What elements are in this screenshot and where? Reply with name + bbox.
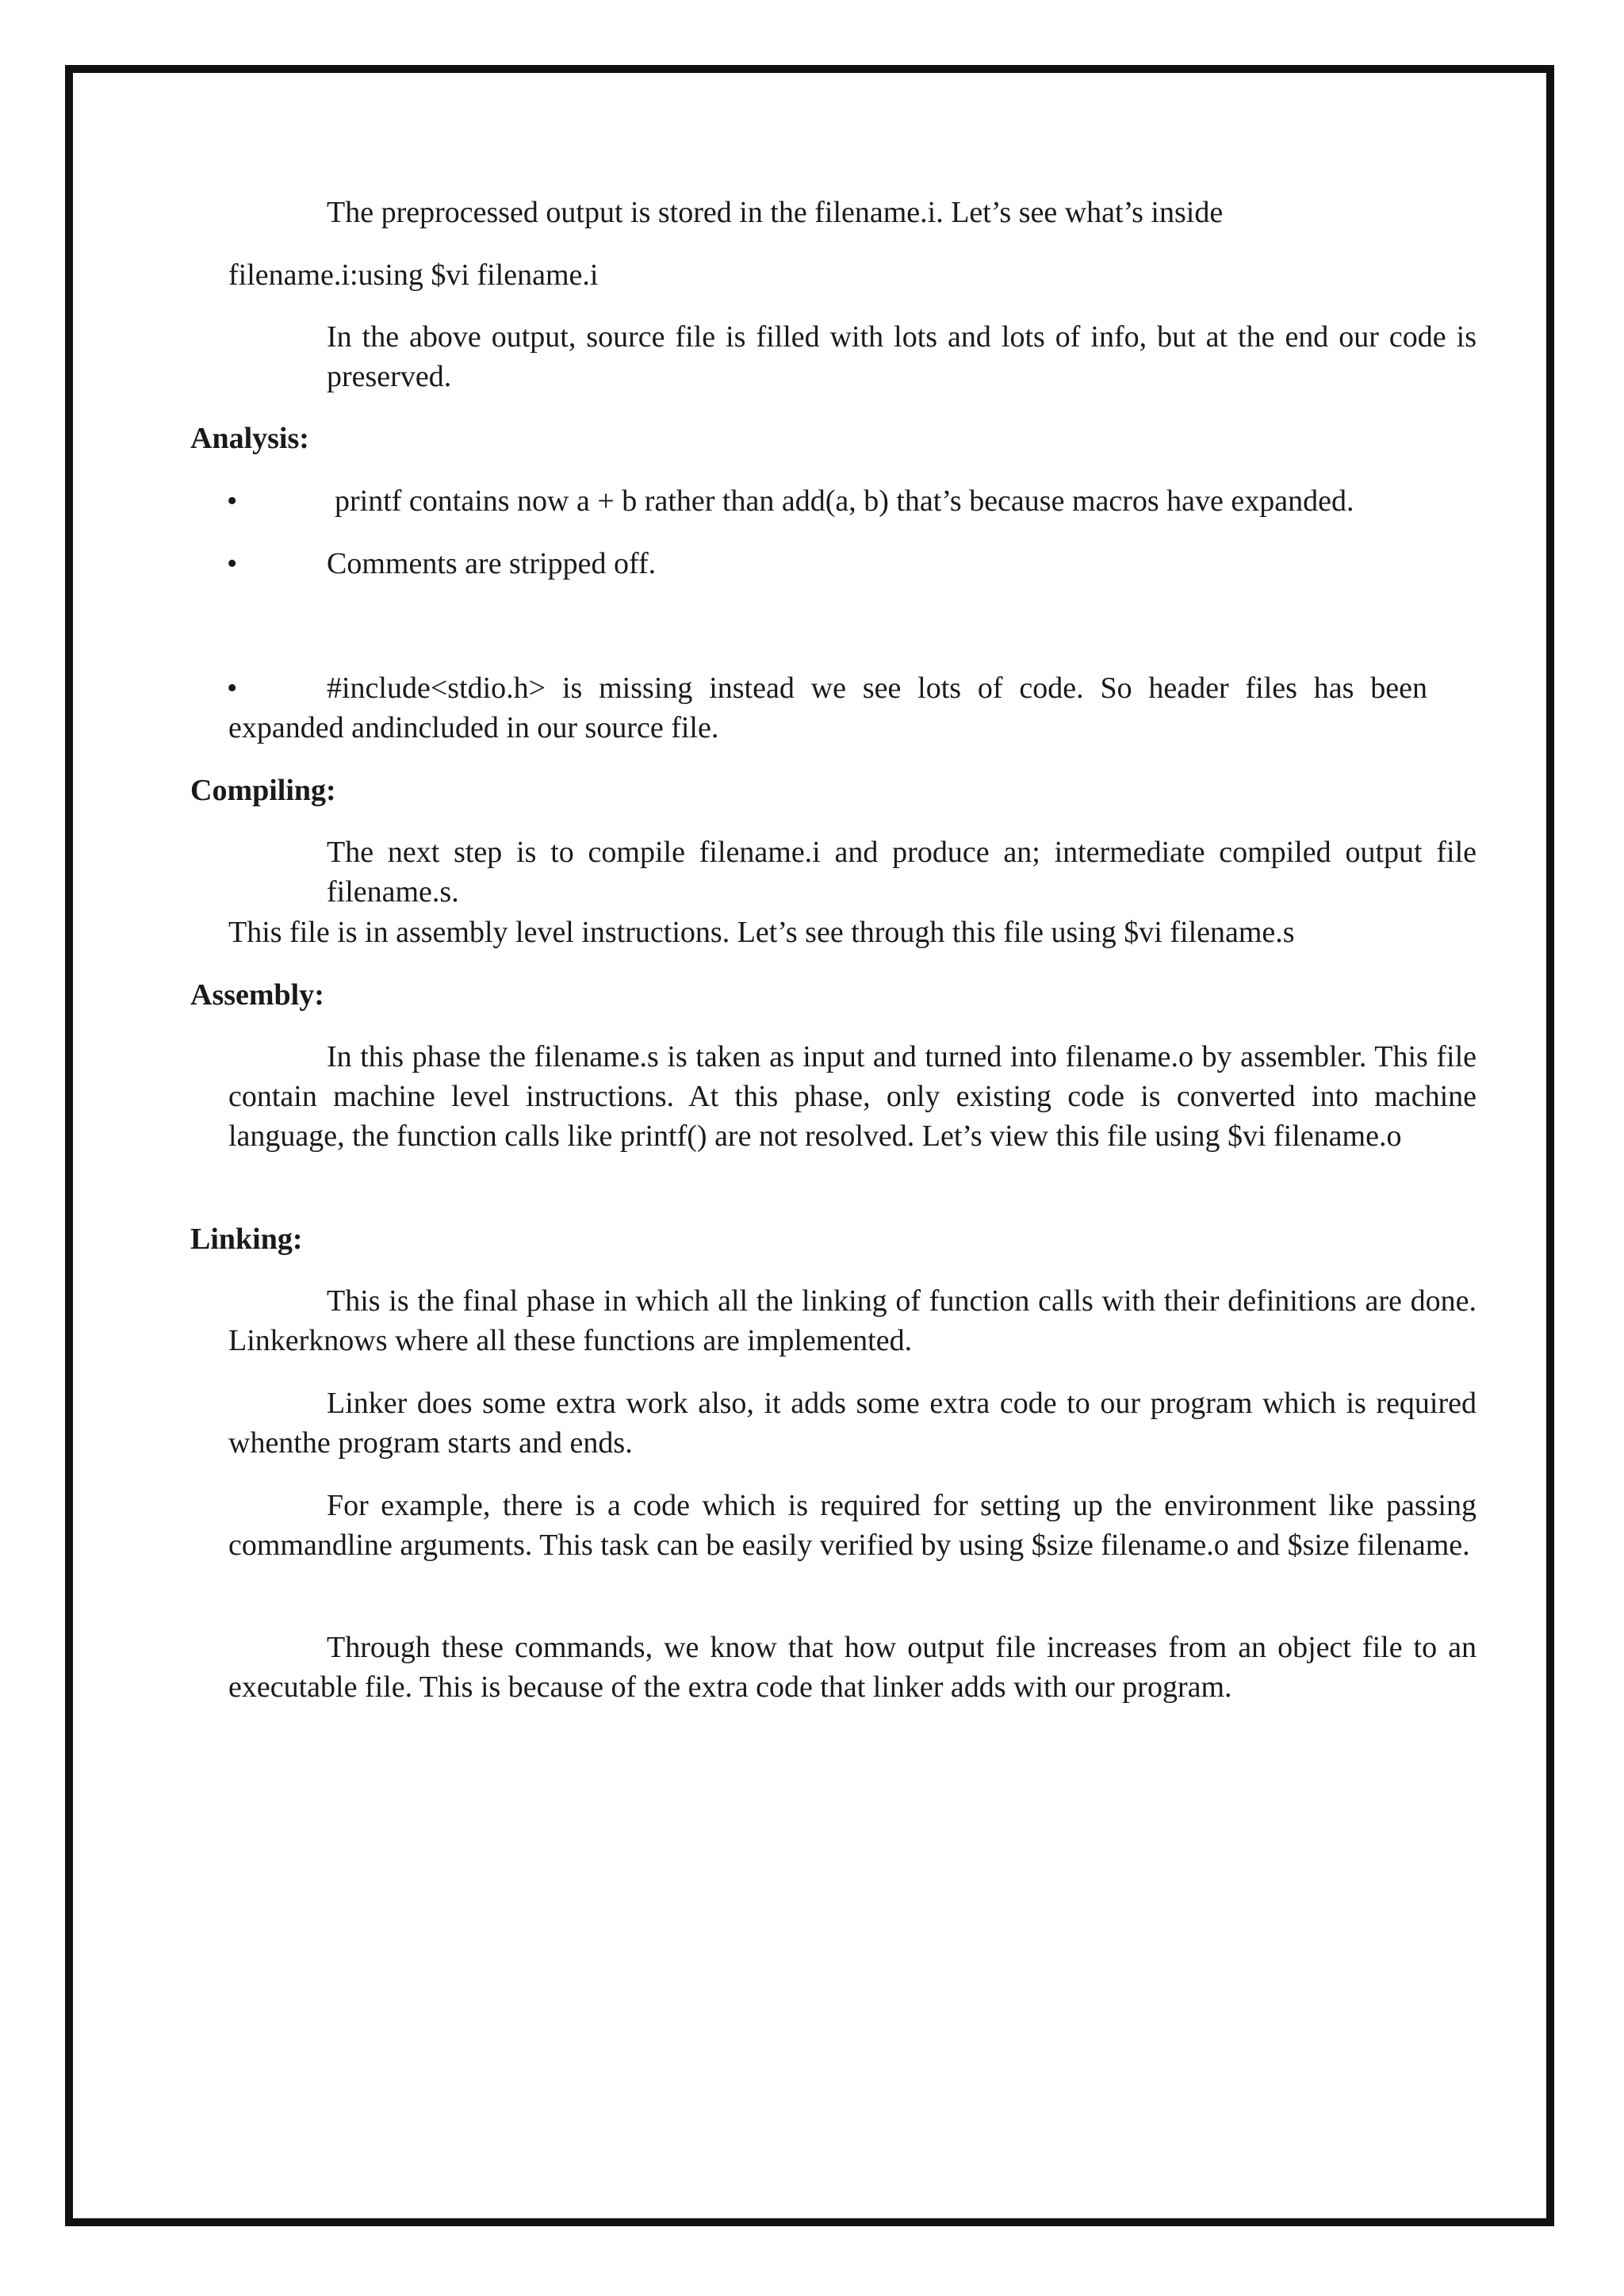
linking-paragraph-2: Linker does some extra work also, it adds some extra code to our program which is required whenthe program starts and ends. — [228, 1387, 1477, 1460]
analysis-bullet-1: printf contains now a + b rather than add(a, b) that’s because macros have expanded. — [335, 484, 1354, 518]
assembly-paragraph: In this phase the filename.s is taken as input and turned into filename.o by assembler. This file contain machine level instructions. At this phase, only existing code is converted into machine language, the function calls like printf() are not resolved. Let’s view this file using $vi filename.o — [228, 1040, 1477, 1153]
compiling-line-2: This file is in assembly level instructions. Let’s see through this file using $vi filename.s — [228, 916, 1295, 949]
intro-paragraph: In the above output, source file is filled with lots and lots of info, but at the end our code is preserved. — [327, 320, 1477, 393]
assembly-heading: Assembly: — [190, 978, 324, 1012]
compiling-heading: Compiling: — [190, 774, 336, 807]
bullet-marker: • — [227, 672, 238, 705]
bullet-marker: • — [227, 547, 238, 580]
bullet-marker: • — [227, 484, 238, 518]
linking-paragraph-1: This is the final phase in which all the linking of function calls with their definitions are done. Linkerknows where all these functions are implemented. — [228, 1284, 1477, 1357]
analysis-bullet-2: Comments are stripped off. — [327, 547, 657, 580]
linking-paragraph-3: For example, there is a code which is required for setting up the environment like passing commandline arguments. This task can be easily verified by using $size filename.o and $size filename. — [228, 1489, 1477, 1562]
linking-paragraph-4: Through these commands, we know that how output file increases from an object file to an executable file. This is because of the extra code that linker adds with our program. — [228, 1631, 1477, 1704]
compiling-paragraph: The next step is to compile filename.i and produce an; intermediate compiled output file filename.s. — [327, 836, 1477, 909]
intro-line-2: filename.i:using $vi filename.i — [228, 258, 599, 292]
intro-line-1: The preprocessed output is stored in the filename.i. Let’s see what’s inside — [327, 196, 1224, 229]
analysis-heading: Analysis: — [190, 422, 309, 455]
linking-heading: Linking: — [190, 1223, 303, 1256]
analysis-bullet-3: #include<stdio.h> is missing instead we see lots of code. So header files has been expanded andincluded in our source file. — [228, 672, 1427, 744]
